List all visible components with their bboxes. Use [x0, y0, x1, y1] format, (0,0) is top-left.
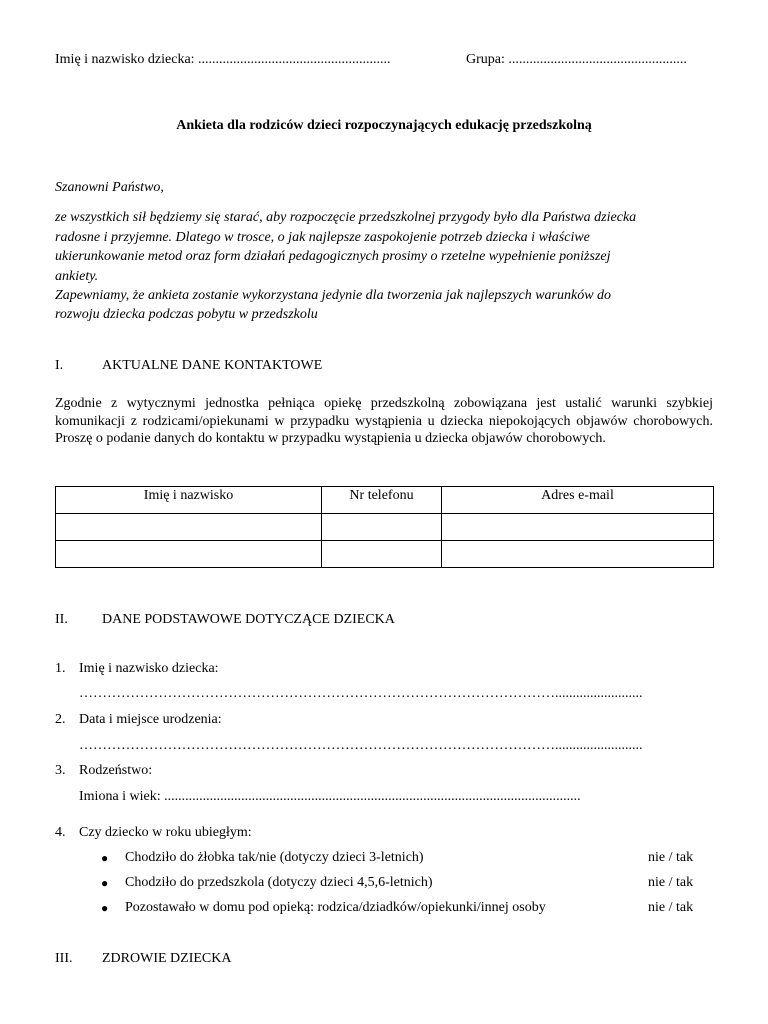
- item-label: Data i miejsce urodzenia:: [79, 712, 222, 727]
- intro-line: ze wszystkich sił będziemy się starać, aby rozpoczęcie przedszkolnej przygody było dla Państwa dziecka: [55, 210, 637, 225]
- bullet-icon: ●: [101, 901, 109, 915]
- greeting: Szanowni Państwo,: [55, 180, 164, 195]
- section-number: II.: [55, 612, 68, 627]
- name-cell[interactable]: [56, 541, 322, 568]
- survey-title: Ankieta dla rodziców dzieci rozpoczynających edukację przedszkolną: [176, 118, 592, 133]
- item-number: 4.: [55, 825, 66, 840]
- yes-no-answer[interactable]: nie / tak: [648, 875, 694, 890]
- email-cell[interactable]: [442, 541, 714, 568]
- section-heading: DANE PODSTAWOWE DOTYCZĄCE DZIECKA: [102, 612, 395, 627]
- bullet-text: Chodziło do żłobka tak/nie (dotyczy dzieci 3-letnich): [125, 850, 424, 865]
- item-number: 2.: [55, 712, 66, 727]
- name-cell[interactable]: [56, 514, 322, 541]
- table-header-row: [56, 487, 714, 514]
- item-number: 3.: [55, 763, 66, 778]
- section-heading: AKTUALNE DANE KONTAKTOWE: [102, 358, 323, 373]
- bullet-text: Chodziło do przedszkola (dotyczy dzieci 4,5,6-letnich): [125, 875, 433, 890]
- contact-info-paragraph: Zgodnie z wytycznymi jednostka pełniąca opiekę przedszkolną zobowiązana jest ustalić warunki szybkiej komunikacji z rodzicami/opiekunami w przypadku wystąpienia u dziecka niepokojących objawów chorobowych. Proszę o podanie danych do kontaktu w przypadku wystąpienia u dziecka objawów chorobowych.: [55, 396, 713, 446]
- bullet-icon: ●: [101, 876, 109, 890]
- bullet-icon: ●: [101, 851, 109, 865]
- column-header-phone: Nr telefonu: [322, 487, 442, 514]
- yes-no-answer[interactable]: nie / tak: [648, 850, 694, 865]
- group-header-field: Grupa: ...................................................: [466, 52, 687, 67]
- section-number: I.: [55, 358, 64, 373]
- fill-in-line: Imiona i wiek: .......................................................................................................................: [79, 789, 581, 804]
- child-name-header-field: Imię i nazwisko dziecka: .......................................................: [55, 52, 391, 67]
- email-cell[interactable]: [442, 514, 714, 541]
- intro-line: ukierunkowanie metod oraz form działań pedagogicznych prosimy o rzetelne wypełnienie poniższej: [55, 249, 611, 264]
- column-header-name: Imię i nazwisko: [56, 487, 322, 514]
- table-row: [56, 541, 714, 568]
- yes-no-answer[interactable]: nie / tak: [648, 900, 694, 915]
- intro-line: ankiety.: [55, 269, 99, 284]
- column-header-email: Adres e-mail: [442, 487, 714, 514]
- item-label: Rodzeństwo:: [79, 763, 153, 778]
- item-number: 1.: [55, 661, 66, 676]
- item-label: Imię i nazwisko dziecka:: [79, 661, 219, 676]
- item-label: Czy dziecko w roku ubiegłym:: [79, 825, 252, 840]
- phone-cell[interactable]: [322, 514, 442, 541]
- table-row: [56, 514, 714, 541]
- bullet-text: Pozostawało w domu pod opieką: rodzica/dziadków/opiekunki/innej osoby: [125, 900, 546, 915]
- phone-cell[interactable]: [322, 541, 442, 568]
- intro-line: radosne i przyjemne. Dlatego w trosce, o jak najlepsze zaspokojenie potrzeb dziecka i właściwe: [55, 230, 590, 245]
- intro-line: Zapewniamy, że ankieta zostanie wykorzystana jedynie dla tworzenia jak najlepszych warunków do: [55, 288, 612, 303]
- section-number: III.: [55, 951, 73, 966]
- fill-in-line: ………………………………………………………………………………………….........................: [79, 686, 643, 701]
- intro-line: rozwoju dziecka podczas pobytu w przedszkolu: [55, 307, 318, 322]
- contact-table: [55, 486, 714, 568]
- section-heading: ZDROWIE DZIECKA: [102, 951, 232, 966]
- fill-in-line: ………………………………………………………………………………………….........................: [79, 738, 643, 753]
